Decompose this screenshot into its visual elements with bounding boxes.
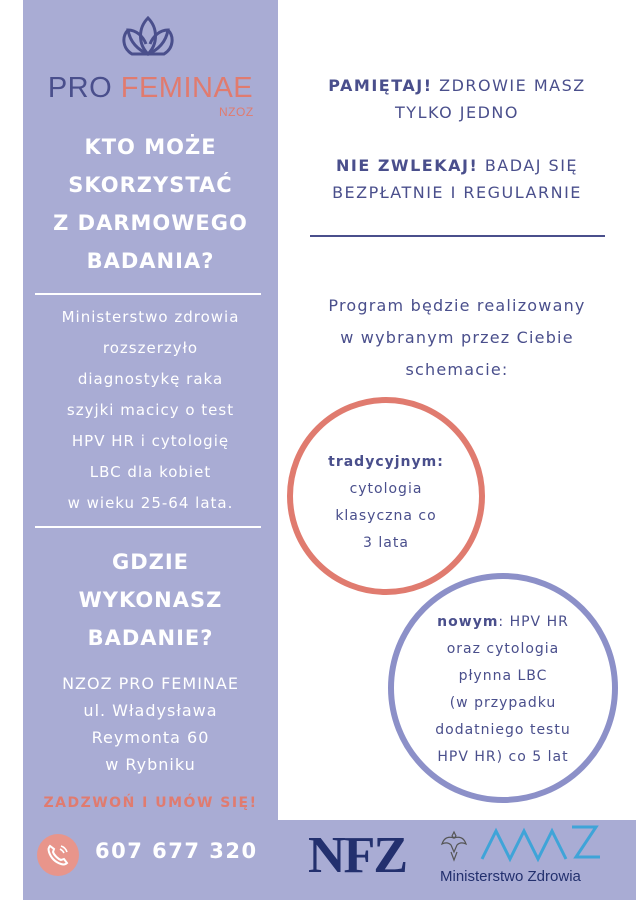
phone-icon[interactable] [37,834,79,876]
new-text: oraz cytologia płynna LBC (w przypadku dodatniego testu HPV HR) co 5 lat [435,641,571,765]
who-heading: KTO MOŻE SKORZYSTAĆ Z DARMOWEGO BADANIA? [53,135,248,273]
call-to-action: ZADZWOŃ I UMÓW SIĘ! [43,795,258,811]
reminder-line [290,72,624,126]
traditional-text: cytologia klasyczna co 3 lata [335,481,437,551]
lotus-logo-icon [116,14,180,64]
traditional-label: tradycyjnym: [328,454,444,470]
urge-rest: BADAJ SIĘ [478,156,579,175]
phone-number[interactable]: 607 677 320 [95,839,258,863]
brand-nzoz: NZOZ [219,105,254,119]
new-scheme-circle [388,573,618,803]
brand-pro: PRO [47,72,113,104]
reminder-bold: PAMIĘTAJ! [328,76,433,95]
urge-line [290,152,624,206]
urge-line2: BEZPŁATNIE I REGULARNIE [332,183,582,202]
ministry-mark-icon [480,823,602,863]
reminder-rest: ZDROWIE MASZ [432,76,586,95]
divider [35,293,261,295]
new-text-first: : HPV HR [498,614,569,630]
nfz-logo: NFZ [308,827,406,884]
clinic-address: NZOZ PRO FEMINAE ul. Władysława Reymonta 60 w Rybniku [62,674,239,774]
divider [310,235,605,237]
ministry-info: Ministerstwo zdrowia rozszerzyło diagnostykę raka szyjki macicy o test HPV HR i cytologię LBC dla kobiet w wieku 25-64 lata. [61,308,240,512]
eagle-emblem-icon [440,828,468,862]
where-heading: GDZIE WYKONASZ BADANIE? [78,550,223,650]
divider [35,526,261,528]
urge-bold: NIE ZWLEKAJ! [335,156,479,175]
ministry-name: Ministerstwo Zdrowia [440,868,581,885]
program-text: Program będzie realizowany w wybranym przez Ciebie schemacie: [328,296,586,379]
brand-feminae: FEMINAE [120,72,254,104]
brand-name [23,72,278,105]
traditional-scheme-circle [287,397,485,595]
reminder-line2: TYLKO JEDNO [395,103,519,122]
new-label: nowym [437,614,499,630]
